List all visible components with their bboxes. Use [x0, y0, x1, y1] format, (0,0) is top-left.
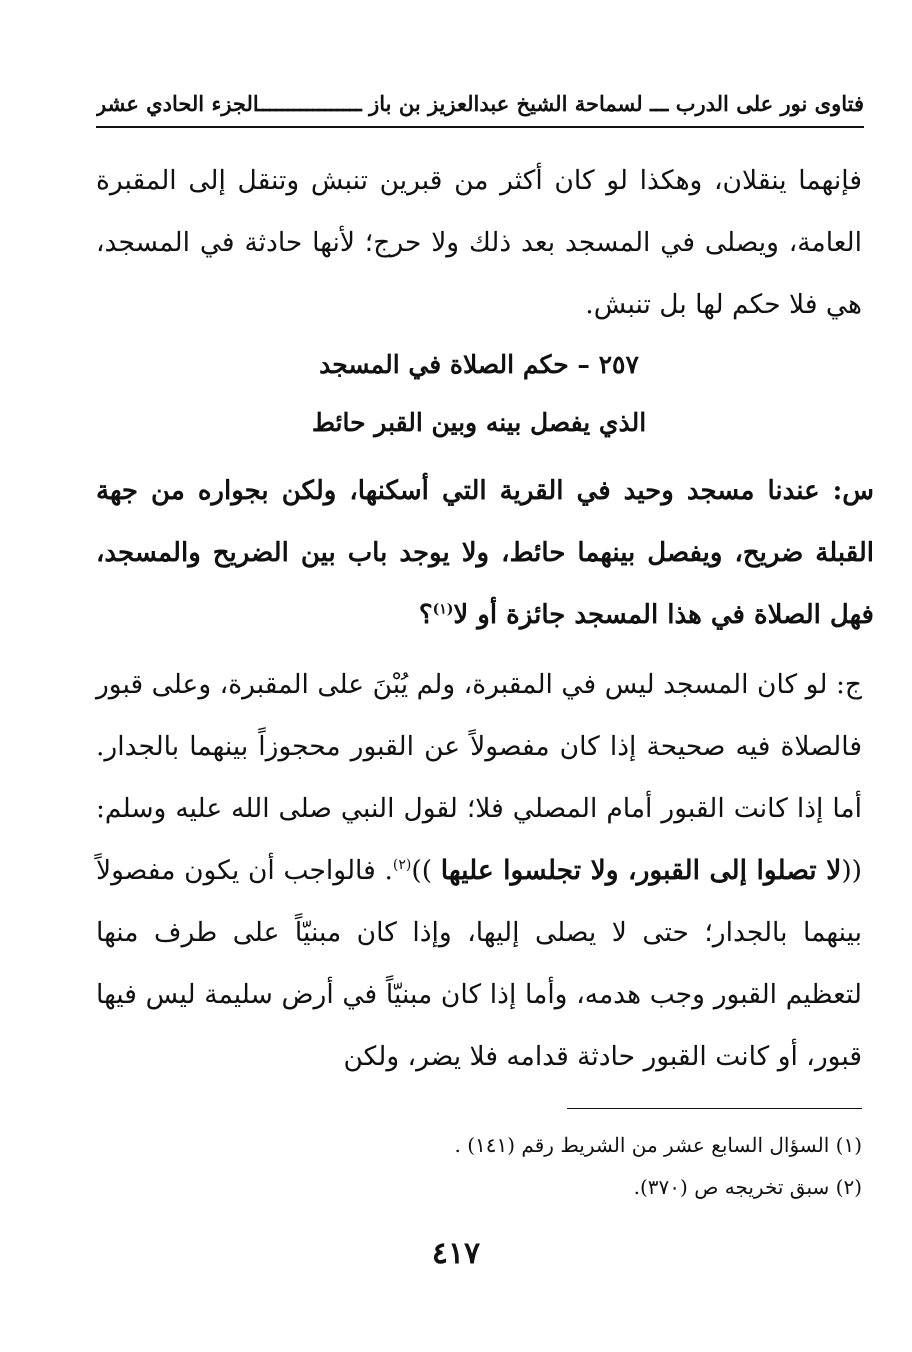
answer-text-2: )): [411, 855, 441, 886]
footnote-divider: [567, 1108, 862, 1109]
answer-text-1: ج: لو كان المسجد ليس في المقبرة، ولم يُبْنَ على المقبرة، وعلى قبور فالصلاة فيه صحيحة إذا كان مفصولاً عن القبور محجوزاً بينهما بالجدار. أما إذا كانت القبور أمام المصلي فلا؛ لقول النبي صلى الله عليه وسلم: ((: [96, 669, 862, 886]
fatwa-heading-line-2: الذي يفصل بينه وبين القبر حائط: [311, 408, 647, 437]
footnote-ref-1[interactable]: (١): [432, 601, 454, 618]
hadith-quote: لا تصلوا إلى القبور، ولا تجلسوا عليها: [440, 855, 842, 886]
footnotes: [96, 1124, 862, 1208]
header-title: فتاوى نور على الدرب ـــ لسماحة الشيخ عبدالعزيز بن باز ـــــــــــــــــ: [257, 91, 864, 116]
page-number: ٤١٧: [431, 1236, 481, 1271]
question-end: ؟: [418, 600, 433, 630]
footnote-ref-2[interactable]: (٢): [392, 857, 412, 874]
running-header: [96, 86, 864, 128]
answer-paragraph: [96, 654, 862, 1088]
paragraph-continuation: فإنهما ينقلان، وهكذا لو كان أكثر من قبرين تنبش وتنقل إلى المقبرة العامة، ويصلى في المسجد بعد ذلك ولا حرج؛ لأنها حادثة في المسجد، هي فلا حكم لها بل تنبش.: [96, 165, 862, 320]
footnote-1: (١) السؤال السابع عشر من الشريط رقم (١٤١) .: [454, 1133, 862, 1157]
fatwa-heading-line-1: ٢٥٧ – حكم الصلاة في المسجد: [319, 350, 639, 379]
footnote-2: (٢) سبق تخريجه ص (٣٧٠).: [633, 1175, 862, 1199]
question-text: س: عندنا مسجد وحيد في القرية التي أسكنها، ولكن بجواره من جهة القبلة ضريح، ويفصل بينهما حائط، ولا يوجد باب بين الضريح والمسجد، فهل الصلاة في هذا المسجد جائزة أو لا: [96, 476, 874, 630]
header-part: الجزء الحادي عشر: [96, 91, 259, 116]
question-paragraph: [96, 460, 874, 646]
answer-text-3: . فالواجب أن يكون مفصولاً بينهما بالجدار؛ حتى لا يصلى إليها، وإذا كان مبنيّاً على طرف منها لتعظيم القبور وجب هدمه، وأما إذا كان مبنيّاً في أرض سليمة ليس فيها قبور، أو كانت القبور حادثة قدامه فلا يضر، ولكن: [96, 855, 862, 1072]
